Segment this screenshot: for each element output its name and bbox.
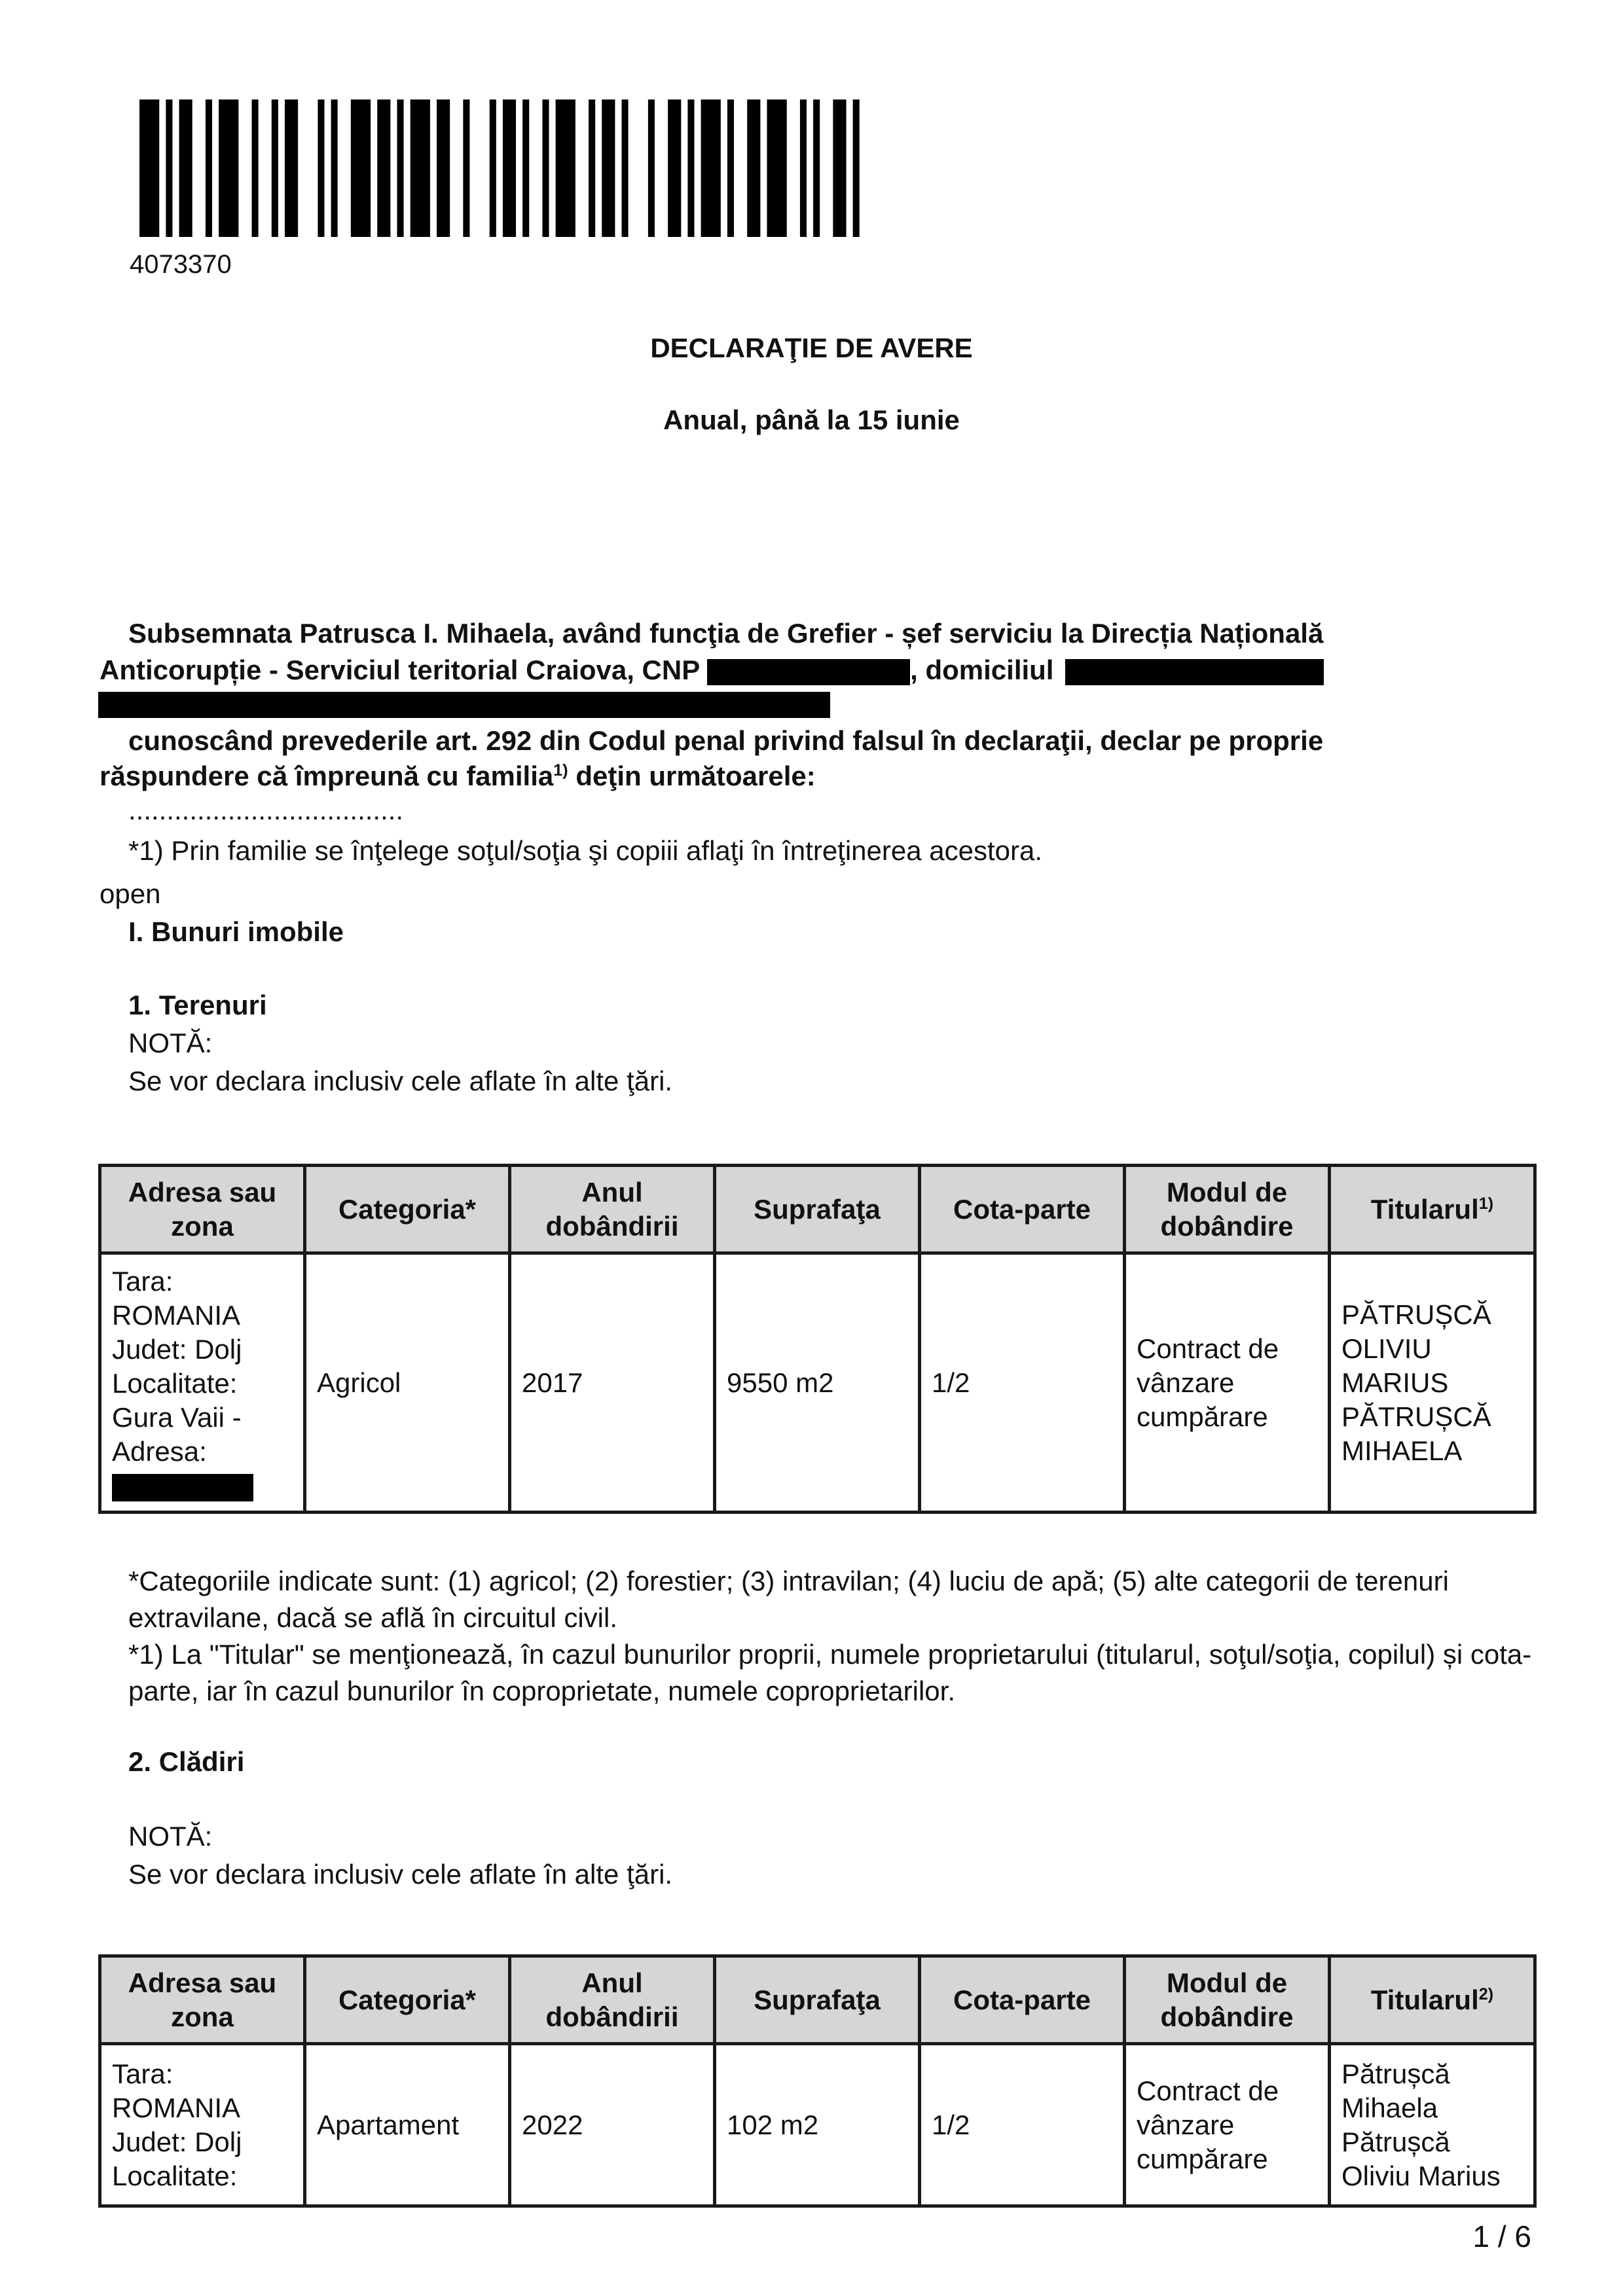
footnote-marker: 1) bbox=[553, 761, 568, 780]
barcode-bar bbox=[272, 99, 278, 237]
intro-line-4: cunoscând prevederile art. 292 din Codul penal privind falsul în declaraţii, declar pe proprie bbox=[128, 725, 1324, 756]
barcode-bar bbox=[166, 99, 172, 237]
address-line: Tara: bbox=[112, 2058, 173, 2089]
owner-line: Pătrușcă bbox=[1341, 2058, 1450, 2089]
titular-note bbox=[100, 1636, 1562, 1710]
col-header-cota: Cota-parte bbox=[920, 1166, 1125, 1253]
owner-line: Mihaela bbox=[1341, 2092, 1438, 2123]
nota-label-2: NOTĂ: bbox=[128, 1821, 213, 1852]
col-header-categoria: Categoria* bbox=[305, 1956, 510, 2044]
intro-line-5-end: deţin următoarele: bbox=[568, 761, 816, 791]
address-line: Judet: Dolj bbox=[112, 1333, 242, 1365]
owner-line: PĂTRUȘCĂ bbox=[1341, 1401, 1491, 1432]
titular-note-text: *1) La "Titular" se menţionează, în cazul bunurilor proprii, numele proprietarului (titularul, soţul/soţia, copilul) și cota-parte, iar în cazul bunurilor în coproprietate, numele coproprietarilor. bbox=[128, 1639, 1532, 1706]
col-header-titularul-text: Titularul bbox=[1370, 1984, 1479, 2015]
col-header-suprafata: Suprafaţa bbox=[715, 1166, 920, 1253]
redacted-domicile-continued bbox=[98, 692, 830, 718]
cell-area: 102 m2 bbox=[715, 2044, 920, 2206]
cell-address bbox=[100, 2044, 305, 2206]
cell-owners bbox=[1330, 1253, 1535, 1513]
barcode-bar bbox=[318, 99, 324, 237]
cell-share: 1/2 bbox=[920, 1253, 1125, 1513]
barcode-bar bbox=[331, 99, 338, 237]
barcode-bar bbox=[589, 99, 595, 237]
barcode-number: 4073370 bbox=[130, 250, 232, 279]
subsection-terenuri: 1. Terenuri bbox=[128, 990, 267, 1020]
page-number: 1 / 6 bbox=[1472, 2219, 1531, 2253]
col-header-titularul bbox=[1330, 1956, 1535, 2044]
barcode-bar bbox=[622, 99, 629, 237]
barcode-bar bbox=[252, 99, 259, 237]
barcode-bar bbox=[701, 99, 721, 237]
barcode-bar bbox=[813, 99, 820, 237]
cell-year: 2022 bbox=[510, 2044, 715, 2206]
owner-line: Pătrușcă bbox=[1341, 2126, 1450, 2157]
address-line: Adresa: bbox=[112, 1435, 207, 1467]
open-label: open bbox=[100, 878, 161, 909]
cell-year: 2017 bbox=[510, 1253, 715, 1513]
categories-note-text: *Categoriile indicate sunt: (1) agricol; (2) forestier; (3) intravilan; (4) luciu de apă; (5) alte categorii de terenuri extravilane, dacă se află în circuitul civil. bbox=[128, 1566, 1449, 1633]
col-header-suprafata: Suprafaţa bbox=[715, 1956, 920, 2044]
barcode bbox=[139, 99, 879, 237]
barcode-bar bbox=[648, 99, 655, 237]
col-header-modul: Modul de dobândire bbox=[1125, 1166, 1330, 1253]
barcode-bar bbox=[522, 99, 529, 237]
barcode-bar bbox=[351, 99, 371, 237]
redacted-address bbox=[112, 1474, 253, 1501]
subsection-cladiri: 2. Clădiri bbox=[128, 1746, 245, 1777]
address-line: ROMANIA bbox=[112, 1299, 241, 1331]
barcode-bar bbox=[668, 99, 681, 237]
address-line: Tara: bbox=[112, 1265, 173, 1297]
intro-domicile-label: , domiciliul bbox=[910, 655, 1054, 685]
cell-share: 1/2 bbox=[920, 2044, 1125, 2206]
document-title: DECLARAŢIE DE AVERE bbox=[650, 332, 973, 363]
nota-text-2: Se vor declara inclusiv cele aflate în alte ţări. bbox=[128, 1859, 673, 1890]
col-header-adresa: Adresa sau zona bbox=[100, 1956, 305, 2044]
cell-category: Agricol bbox=[305, 1253, 510, 1513]
barcode-bar bbox=[397, 99, 403, 237]
barcode-bar bbox=[285, 99, 298, 237]
nota-label: NOTĂ: bbox=[128, 1028, 213, 1058]
col-header-anul: Anul dobândirii bbox=[510, 1166, 715, 1253]
col-header-modul: Modul de dobândire bbox=[1125, 1956, 1330, 2044]
barcode-bar bbox=[219, 99, 238, 237]
barcode-bar bbox=[437, 99, 450, 237]
footnote-marker: 1) bbox=[1478, 1194, 1494, 1213]
barcode-bar bbox=[503, 99, 516, 237]
barcode-bar bbox=[747, 99, 760, 237]
address-line: Judet: Dolj bbox=[112, 2126, 242, 2157]
document-subtitle: Anual, până la 15 iunie bbox=[663, 404, 960, 435]
barcode-bar bbox=[377, 99, 390, 237]
land-table bbox=[98, 1164, 1537, 1514]
table-row bbox=[100, 1253, 1535, 1513]
barcode-bar bbox=[490, 99, 496, 237]
redacted-cnp bbox=[707, 659, 910, 685]
cell-address bbox=[100, 1253, 305, 1513]
barcode-bar bbox=[556, 99, 575, 237]
buildings-table bbox=[98, 1954, 1537, 2208]
intro-line-2 bbox=[100, 652, 1533, 689]
barcode-bar bbox=[853, 99, 860, 237]
col-header-titularul-text: Titularul bbox=[1370, 1193, 1479, 1225]
redacted-domicile bbox=[1065, 659, 1324, 685]
intro-line-5-text: răspundere că împreună cu familia bbox=[100, 761, 554, 791]
barcode-bar bbox=[687, 99, 694, 237]
owner-line: Oliviu Marius bbox=[1341, 2160, 1501, 2191]
address-line: ROMANIA bbox=[112, 2092, 241, 2123]
barcode-bar bbox=[767, 99, 786, 237]
barcode-bar bbox=[833, 99, 846, 237]
address-line: Localitate: bbox=[112, 1367, 238, 1399]
barcode-bar bbox=[463, 99, 469, 237]
owner-line: OLIVIU bbox=[1341, 1333, 1432, 1364]
barcode-bar bbox=[410, 99, 430, 237]
footnote-marker: 2) bbox=[1478, 1984, 1494, 2003]
col-header-anul: Anul dobândirii bbox=[510, 1956, 715, 2044]
barcode-bar bbox=[139, 99, 159, 237]
intro-line-1: Subsemnata Patrusca I. Mihaela, având funcţia de Grefier - șef serviciu la Direcția Națională bbox=[128, 618, 1324, 649]
barcode-bar bbox=[602, 99, 615, 237]
owner-line: MIHAELA bbox=[1341, 1435, 1463, 1466]
section-heading-imobile: I. Bunuri imobile bbox=[128, 916, 344, 947]
intro-line-5 bbox=[100, 758, 1533, 795]
nota-text: Se vor declara inclusiv cele aflate în alte ţări. bbox=[128, 1066, 673, 1096]
col-header-titularul bbox=[1330, 1166, 1535, 1253]
address-line: Localitate: bbox=[112, 2160, 238, 2191]
barcode-bar bbox=[179, 99, 192, 237]
col-header-cota: Cota-parte bbox=[920, 1956, 1125, 2044]
cell-owners bbox=[1330, 2044, 1535, 2206]
family-footnote: *1) Prin familie se înţelege soţul/soţia şi copiii aflaţi în întreţinerea acestora. bbox=[128, 835, 1043, 866]
cell-mode: Contract de vânzare cumpărare bbox=[1125, 2044, 1330, 2206]
cell-area: 9550 m2 bbox=[715, 1253, 920, 1513]
barcode-bar bbox=[206, 99, 212, 237]
col-header-adresa: Adresa sau zona bbox=[100, 1166, 305, 1253]
col-header-categoria: Categoria* bbox=[305, 1166, 510, 1253]
intro-line-2-text: Anticorupție - Serviciul teritorial Craiova, CNP bbox=[100, 655, 700, 685]
dotted-line: .................................... bbox=[128, 795, 404, 825]
barcode-bar bbox=[727, 99, 734, 237]
owner-line: PĂTRUȘCĂ bbox=[1341, 1299, 1491, 1330]
cell-category: Apartament bbox=[305, 2044, 510, 2206]
barcode-bar bbox=[800, 99, 807, 237]
barcode-bar bbox=[542, 99, 549, 237]
address-line: Gura Vaii - bbox=[112, 1401, 242, 1433]
owner-line: MARIUS bbox=[1341, 1367, 1449, 1398]
cell-mode: Contract de vânzare cumpărare bbox=[1125, 1253, 1330, 1513]
categories-note bbox=[100, 1563, 1562, 1636]
table-row bbox=[100, 2044, 1535, 2206]
